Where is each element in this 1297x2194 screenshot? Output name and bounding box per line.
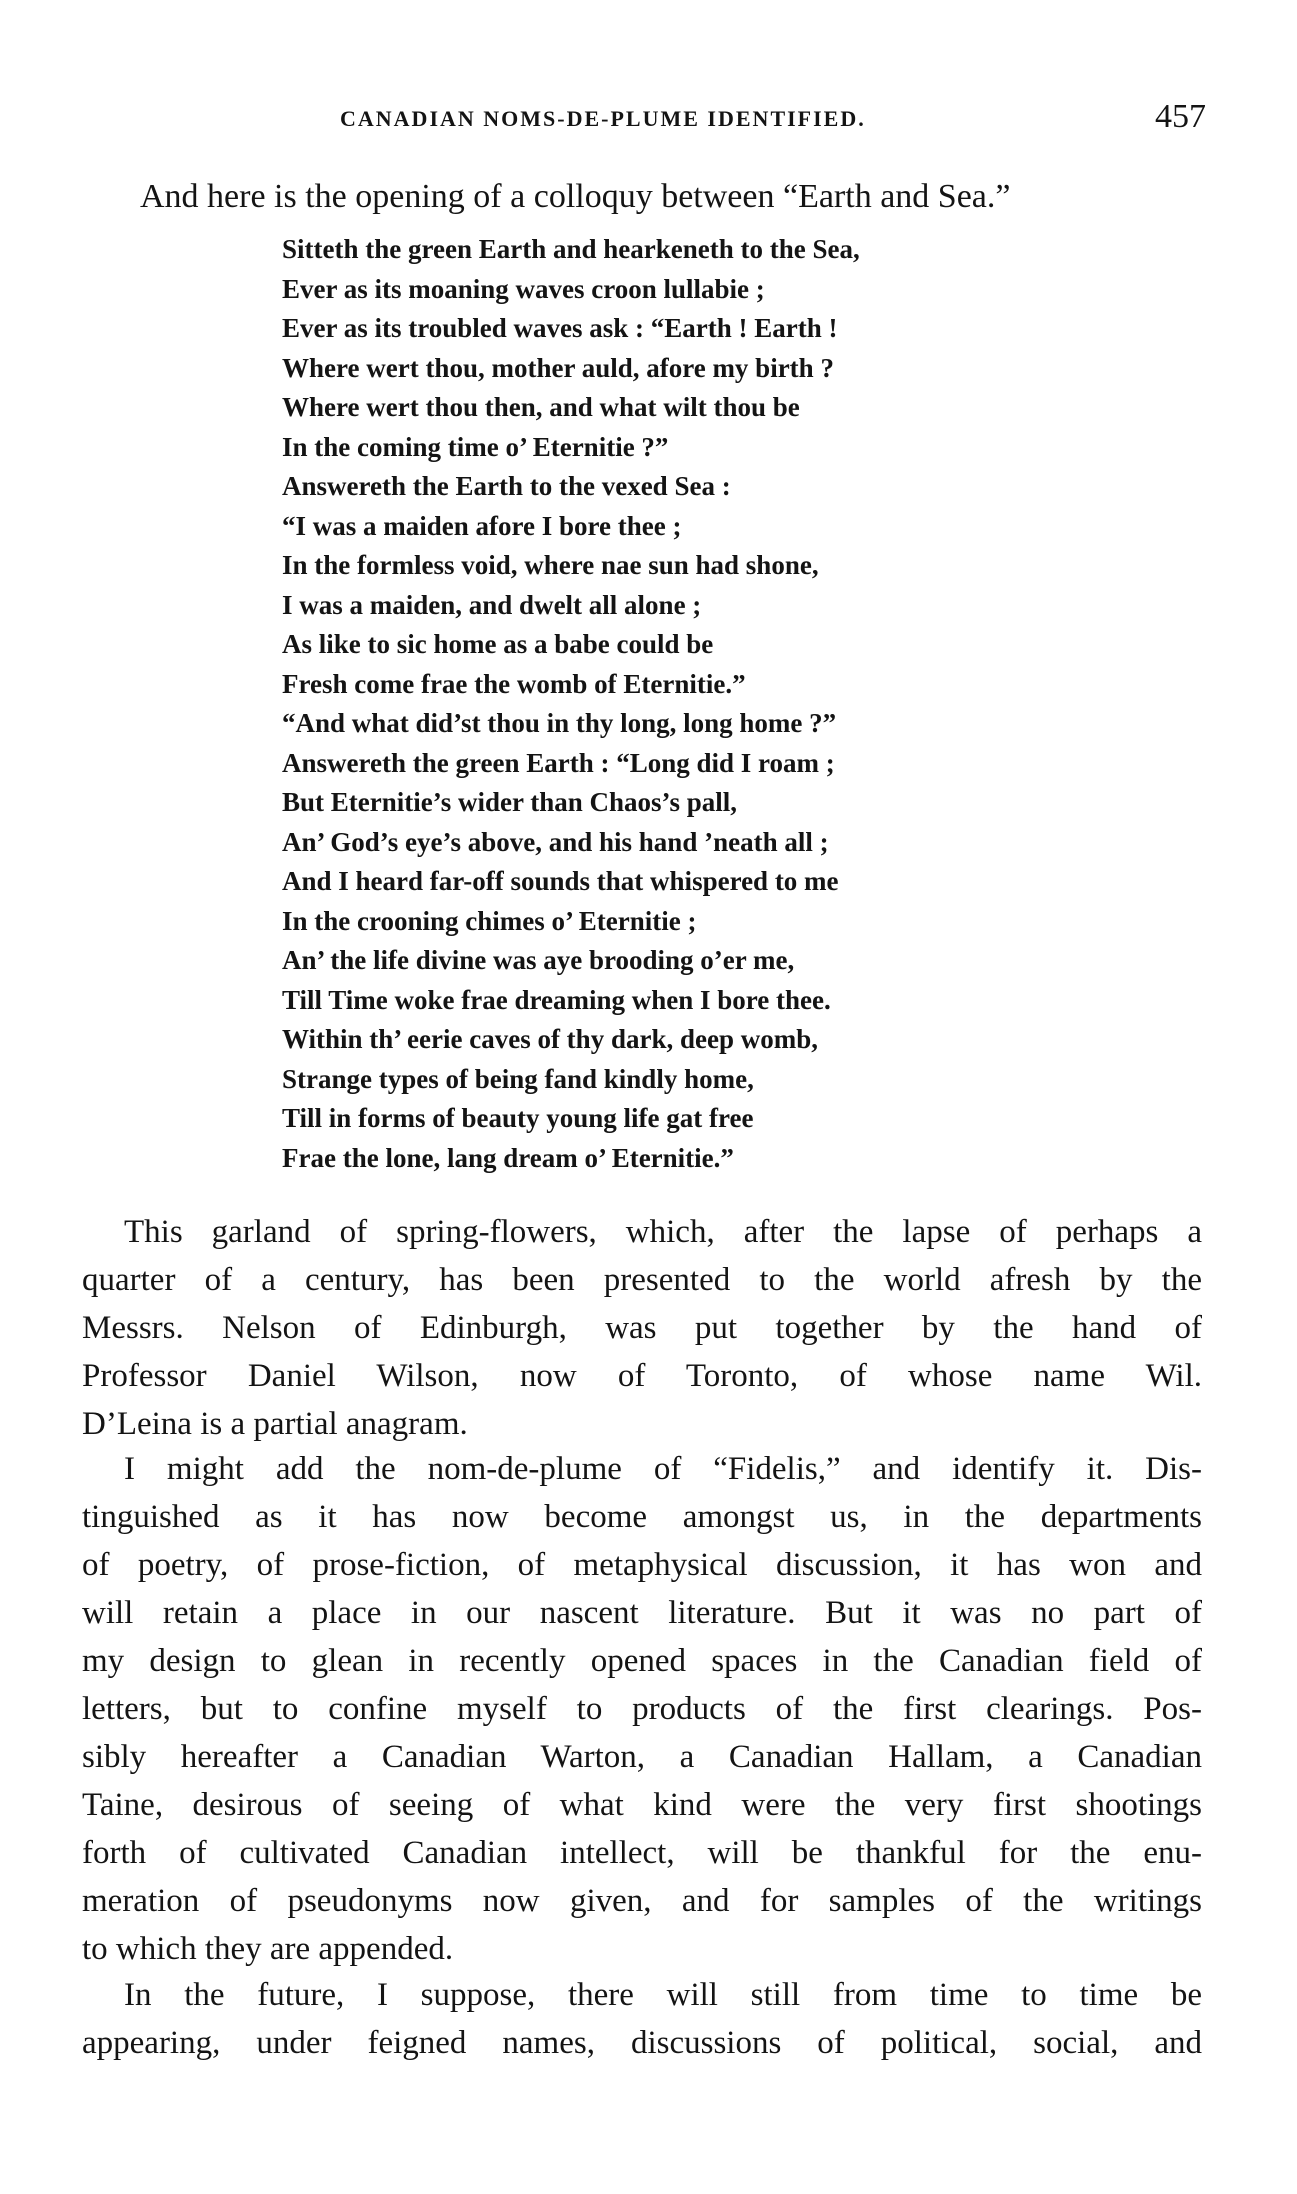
- paragraph-line: forth of cultivated Canadian intellect, will be thankful for the enu-: [82, 1835, 1202, 1871]
- poem-line: Within th’ eerie caves of thy dark, deep womb,: [282, 1024, 818, 1054]
- running-title: CANADIAN NOMS-DE-PLUME IDENTIFIED.: [340, 106, 866, 131]
- paragraph-future: [82, 1971, 1202, 2067]
- paragraph-garland: [82, 1208, 1202, 1448]
- paragraph-fidelis: [82, 1445, 1202, 1973]
- running-head: [0, 98, 1297, 138]
- poem-line: “I was a maiden afore I bore thee ;: [282, 510, 682, 541]
- poem-line: Frae the lone, lang dream o’ Eternitie.”: [282, 1142, 734, 1173]
- poem-line: Till in forms of beauty young life gat free: [282, 1103, 754, 1133]
- poem-line: Answereth the Earth to the vexed Sea :: [282, 471, 731, 501]
- poem-line: “And what did’st thou in thy long, long home ?”: [282, 708, 837, 738]
- paragraph-line: sibly hereafter a Canadian Warton, a Canadian Hallam, a Canadian: [82, 1739, 1202, 1775]
- paragraph-line: my design to glean in recently opened spaces in the Canadian field of: [82, 1643, 1202, 1679]
- poem-line: Sitteth the green Earth and hearkeneth to the Sea,: [282, 234, 860, 264]
- poem-line: In the formless void, where nae sun had shone,: [282, 550, 819, 580]
- paragraph-line: Messrs. Nelson of Edinburgh, was put together by the hand of: [82, 1310, 1202, 1346]
- poem-line: But Eternitie’s wider than Chaos’s pall,: [282, 787, 738, 817]
- poem-line: In the crooning chimes o’ Eternitie ;: [282, 905, 697, 936]
- poem-line: Till Time woke frae dreaming when I bore thee.: [282, 984, 831, 1015]
- poem-line: And I heard far-off sounds that whispered to me: [282, 866, 839, 896]
- paragraph-line: appearing, under feigned names, discussions of political, social, and: [82, 2025, 1202, 2061]
- paragraph-line: will retain a place in our nascent literature. But it was no part of: [82, 1595, 1202, 1631]
- paragraph-line: This garland of spring-flowers, which, after the lapse of perhaps a: [124, 1214, 1202, 1250]
- paragraph-line: In the future, I suppose, there will still from time to time be: [124, 1977, 1202, 2013]
- poem-line: I was a maiden, and dwelt all alone ;: [282, 589, 702, 620]
- paragraph-line: quarter of a century, has been presented to the world afresh by the: [82, 1262, 1202, 1298]
- paragraph-line: D’Leina is a partial anagram.: [82, 1406, 468, 1442]
- poem-line: Fresh come frae the womb of Eternitie.”: [282, 668, 746, 699]
- page-number: 457: [1155, 98, 1206, 135]
- paragraph-line: tinguished as it has now become amongst us, in the departments: [82, 1499, 1202, 1535]
- paragraph-line: letters, but to confine myself to products of the first clearings. Pos-: [82, 1691, 1202, 1727]
- poem-line: Answereth the green Earth : “Long did I roam ;: [282, 747, 835, 778]
- poem-line: As like to sic home as a babe could be: [282, 629, 714, 659]
- poem-line: Where wert thou then, and what wilt thou be: [282, 392, 800, 422]
- paragraph-line: Professor Daniel Wilson, now of Toronto, of whose name Wil.: [82, 1358, 1202, 1394]
- paragraph-line: of poetry, of prose-fiction, of metaphysical discussion, it has won and: [82, 1547, 1202, 1583]
- paragraph-line: meration of pseudonyms now given, and for samples of the writings: [82, 1883, 1202, 1919]
- poem-block: [282, 230, 1182, 1178]
- poem-line: In the coming time o’ Eternitie ?”: [282, 431, 669, 462]
- paragraph-line: Taine, desirous of seeing of what kind were the very first shootings: [82, 1787, 1202, 1823]
- poem-line: Where wert thou, mother auld, afore my birth ?: [282, 352, 834, 383]
- intro-line: And here is the opening of a colloquy between “Earth and Sea.”: [140, 178, 1011, 215]
- poem-line: An’ the life divine was aye brooding o’er me,: [282, 945, 795, 975]
- poem-line: An’ God’s eye’s above, and his hand ’neath all ;: [282, 826, 829, 857]
- poem-line: Ever as its moaning waves croon lullabie ;: [282, 273, 765, 304]
- paragraph-line: I might add the nom-de-plume of “Fidelis,” and identify it. Dis-: [124, 1451, 1202, 1487]
- poem-line: Strange types of being fand kindly home,: [282, 1063, 754, 1094]
- paragraph-line: to which they are appended.: [82, 1931, 454, 1967]
- poem-line: Ever as its troubled waves ask : “Earth ! Earth !: [282, 313, 838, 343]
